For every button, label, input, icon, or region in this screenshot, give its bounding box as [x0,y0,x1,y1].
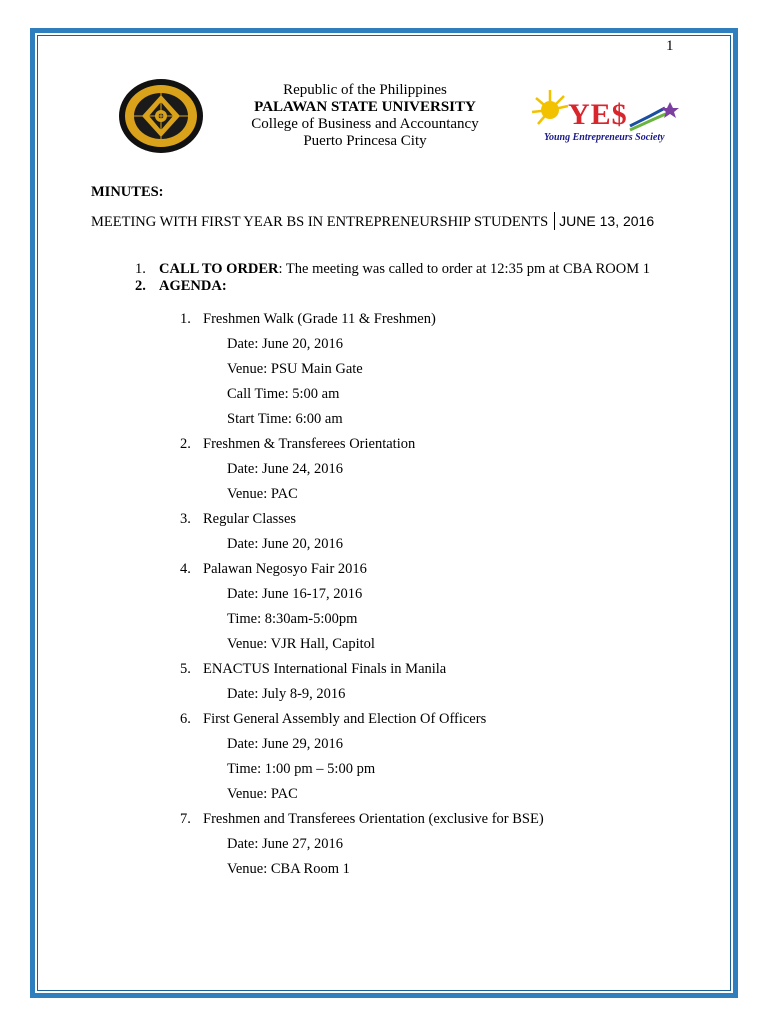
agenda-item-detail: Call Time: 5:00 am [227,386,340,402]
agenda-item-title: First General Assembly and Election Of Officers [203,711,487,727]
agenda-item [180,810,544,835]
agenda-item-detail: Date: June 29, 2016 [227,736,343,752]
title-separator [554,212,555,230]
agenda-item-detail: Date: June 20, 2016 [227,536,343,552]
young-entrepreneurs-society-logo [530,86,680,148]
agenda-item-number: 6. [180,711,191,727]
agenda-item-title: Regular Classes [203,511,297,527]
college-name: College of Business and Accountancy [251,116,479,132]
page-number: 1 [666,38,674,54]
agenda-item-detail: Venue: CBA Room 1 [227,861,350,877]
agenda-item-detail: Time: 1:00 pm – 5:00 pm [227,761,376,777]
logo-tagline: Young Entrepreneurs Society [544,132,665,143]
agenda-item-number: 7. [180,811,191,827]
agenda-item-detail: Venue: PAC [227,486,298,502]
agenda-item-detail: Date: June 16-17, 2016 [227,586,363,602]
agenda-item [180,310,544,335]
agenda-list [180,310,544,885]
agenda-item [180,710,544,735]
agenda-item-title: Palawan Negosyo Fair 2016 [203,561,367,577]
agenda-item-number: 4. [180,561,191,577]
meeting-date: JUNE 13, 2016 [559,213,655,229]
agenda-item-detail: Venue: PSU Main Gate [227,361,363,377]
agenda-item-title: ENACTUS International Finals in Manila [203,661,447,677]
city-name: Puerto Princesa City [303,133,427,149]
agenda-item-detail: Start Time: 6:00 am [227,411,343,427]
agenda-heading: AGENDA: [159,278,227,294]
meeting-title-line [91,212,654,231]
agenda-heading-line [135,278,227,295]
agenda-item-number: 1. [180,311,191,327]
agenda-item-detail: Date: June 24, 2016 [227,461,343,477]
agenda-item [180,510,544,535]
agenda-number: 2. [135,278,146,294]
university-seal-logo [118,78,204,154]
call-to-order-line [135,261,650,278]
svg-text:YE$: YE$ [568,98,628,131]
agenda-item [180,660,544,685]
agenda-item-detail: Time: 8:30am-5:00pm [227,611,358,627]
call-to-order-label: CALL TO ORDER [159,261,279,277]
minutes-heading: MINUTES: [91,184,164,200]
agenda-item-detail: Venue: VJR Hall, Capitol [227,636,375,652]
agenda-item-number: 5. [180,661,191,677]
agenda-item [180,560,544,585]
agenda-item-number: 2. [180,436,191,452]
agenda-item-title: Freshmen and Transferees Orientation (exclusive for BSE) [203,811,544,827]
university-name: PALAWAN STATE UNIVERSITY [254,99,476,115]
agenda-item-number: 3. [180,511,191,527]
agenda-item [180,435,544,460]
agenda-item-detail: Date: June 20, 2016 [227,336,343,352]
call-to-order-number: 1. [135,261,146,277]
agenda-item-title: Freshmen & Transferees Orientation [203,436,416,452]
agenda-item-detail: Date: June 27, 2016 [227,836,343,852]
letterhead [200,82,530,150]
agenda-item-title: Freshmen Walk (Grade 11 & Freshmen) [203,311,436,327]
republic-line: Republic of the Philippines [283,82,447,98]
agenda-item-detail: Date: July 8-9, 2016 [227,686,346,702]
call-to-order-text: : The meeting was called to order at 12:35 pm at CBA ROOM 1 [278,261,650,277]
agenda-item-detail: Venue: PAC [227,786,298,802]
meeting-title: MEETING WITH FIRST YEAR BS IN ENTREPRENEURSHIP STUDENTS [91,214,549,230]
